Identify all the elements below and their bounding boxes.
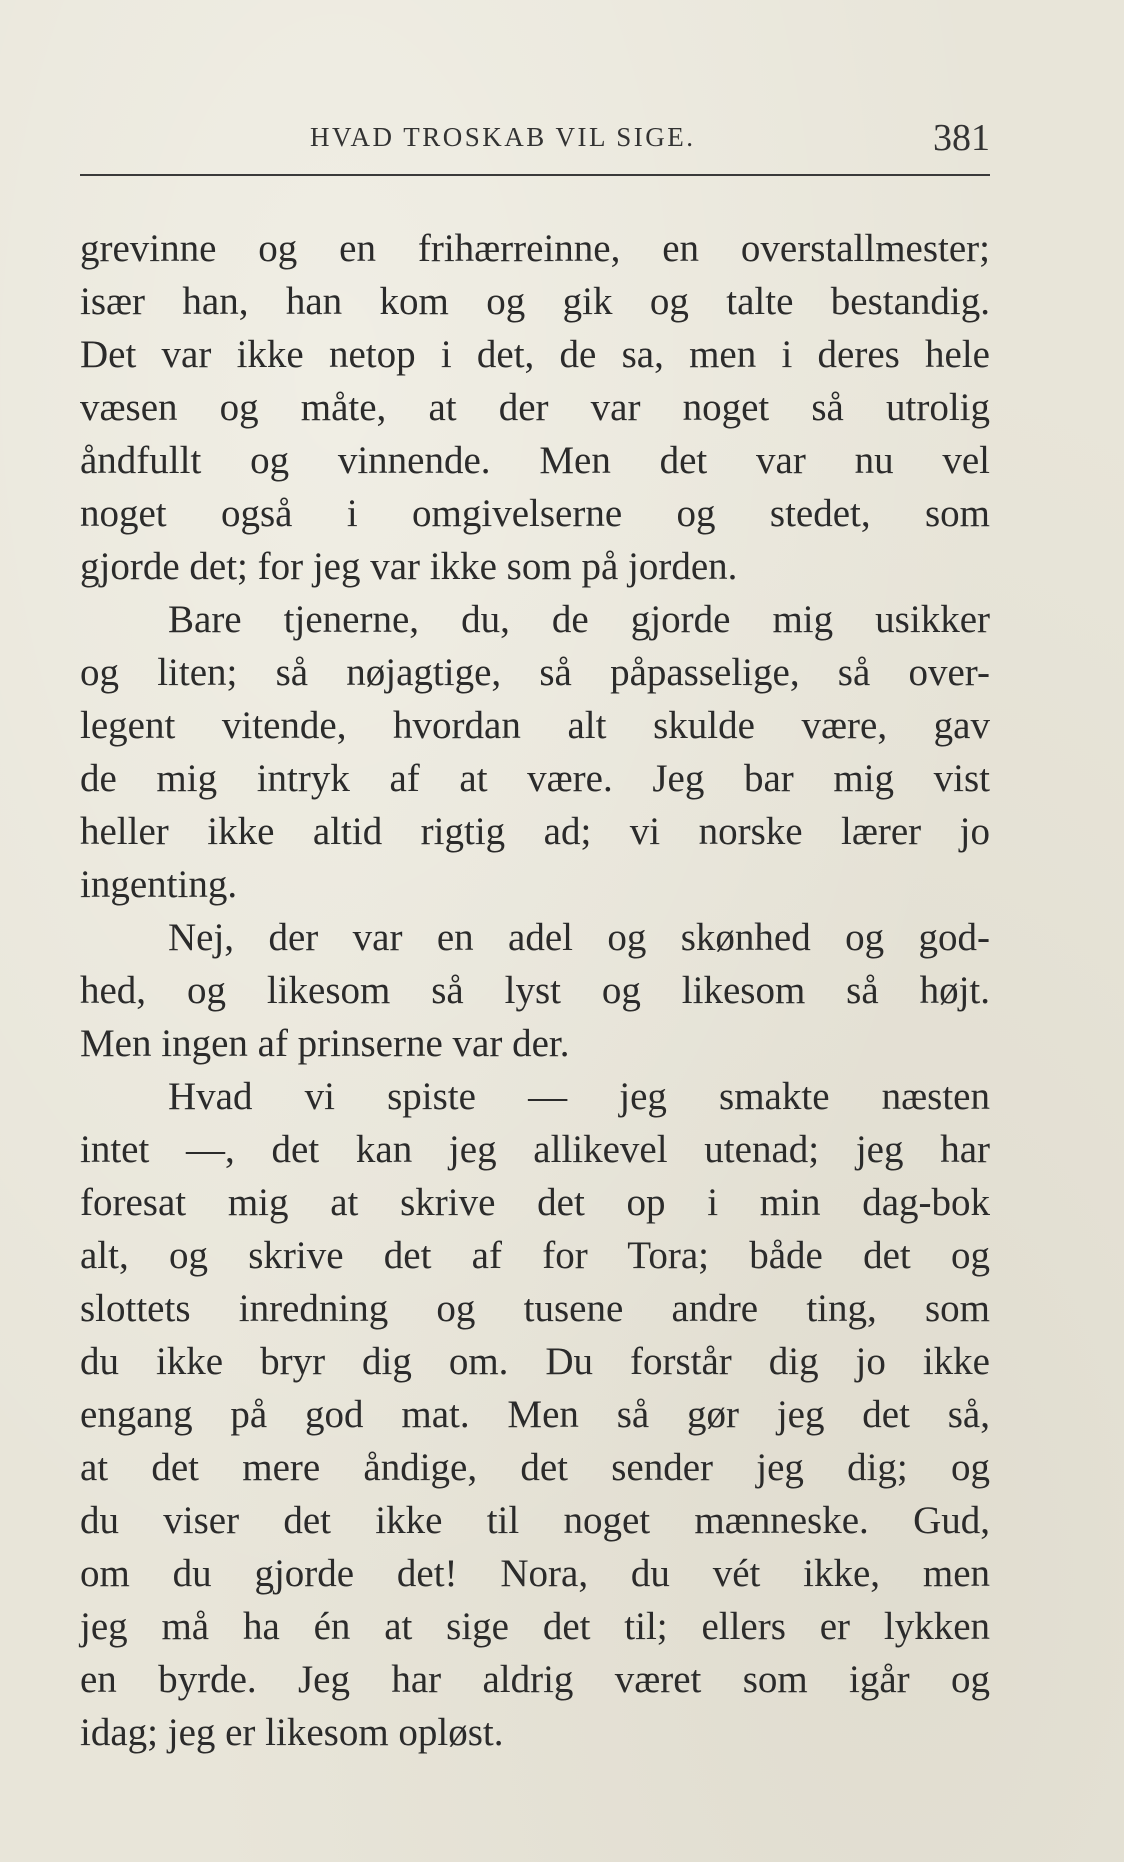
- text-line: du ikke bryr dig om. Du forstår dig jo ikke: [80, 1340, 990, 1383]
- text-line: du viser det ikke til noget mænneske. Gud,: [80, 1499, 990, 1542]
- text-line: foresat mig at skrive det op i min dag-bok: [80, 1181, 990, 1224]
- text-line: heller ikke altid rigtig ad; vi norske lærer jo: [80, 810, 990, 853]
- text-line: hed, og likesom så lyst og likesom så højt.: [80, 969, 990, 1012]
- running-title: HVAD TROSKAB VIL SIGE.: [310, 122, 696, 152]
- text-line: alt, og skrive det af for Tora; både det og: [80, 1234, 990, 1277]
- text-line: åndfullt og vinnende. Men det var nu vel: [80, 439, 990, 482]
- text-line: Hvad vi spiste — jeg smakte næsten: [168, 1075, 990, 1118]
- text-line: idag; jeg er likesom opløst.: [80, 1711, 504, 1754]
- text-line: intet —, det kan jeg allikevel utenad; jeg har: [80, 1128, 990, 1171]
- text-line: om du gjorde det! Nora, du vét ikke, men: [80, 1552, 990, 1595]
- text-line: slottets inredning og tusene andre ting, som: [80, 1287, 990, 1330]
- text-line: en byrde. Jeg har aldrig været som igår og: [80, 1658, 990, 1701]
- text-line: Men ingen af prinserne var der.: [80, 1022, 570, 1065]
- text-line: Bare tjenerne, du, de gjorde mig usikker: [168, 598, 990, 641]
- text-line: at det mere åndige, det sender jeg dig; og: [80, 1446, 990, 1489]
- text-line: især han, han kom og gik og talte bestandig.: [80, 280, 990, 323]
- text-line: grevinne og en frihærreinne, en overstallmester;: [80, 227, 990, 270]
- page-header: [80, 118, 990, 158]
- body-text: [80, 222, 990, 1759]
- text-line: ingenting.: [80, 863, 238, 906]
- text-line: legent vitende, hvordan alt skulde være, gav: [80, 704, 990, 747]
- page-number: 381: [933, 117, 990, 159]
- text-line: engang på god mat. Men så gør jeg det så,: [80, 1393, 990, 1436]
- text-line: og liten; så nøjagtige, så påpasselige, så over-: [80, 651, 990, 694]
- text-line: Nej, der var en adel og skønhed og god-: [168, 916, 990, 959]
- text-line: væsen og måte, at der var noget så utrolig: [80, 386, 990, 429]
- header-rule: [80, 174, 990, 176]
- text-line: Det var ikke netop i det, de sa, men i deres hele: [80, 333, 990, 376]
- text-line: noget også i omgivelserne og stedet, som: [80, 492, 990, 535]
- text-line: de mig intryk af at være. Jeg bar mig vist: [80, 757, 990, 800]
- text-line: jeg må ha én at sige det til; ellers er lykken: [80, 1605, 990, 1648]
- text-line: gjorde det; for jeg var ikke som på jorden.: [80, 545, 738, 588]
